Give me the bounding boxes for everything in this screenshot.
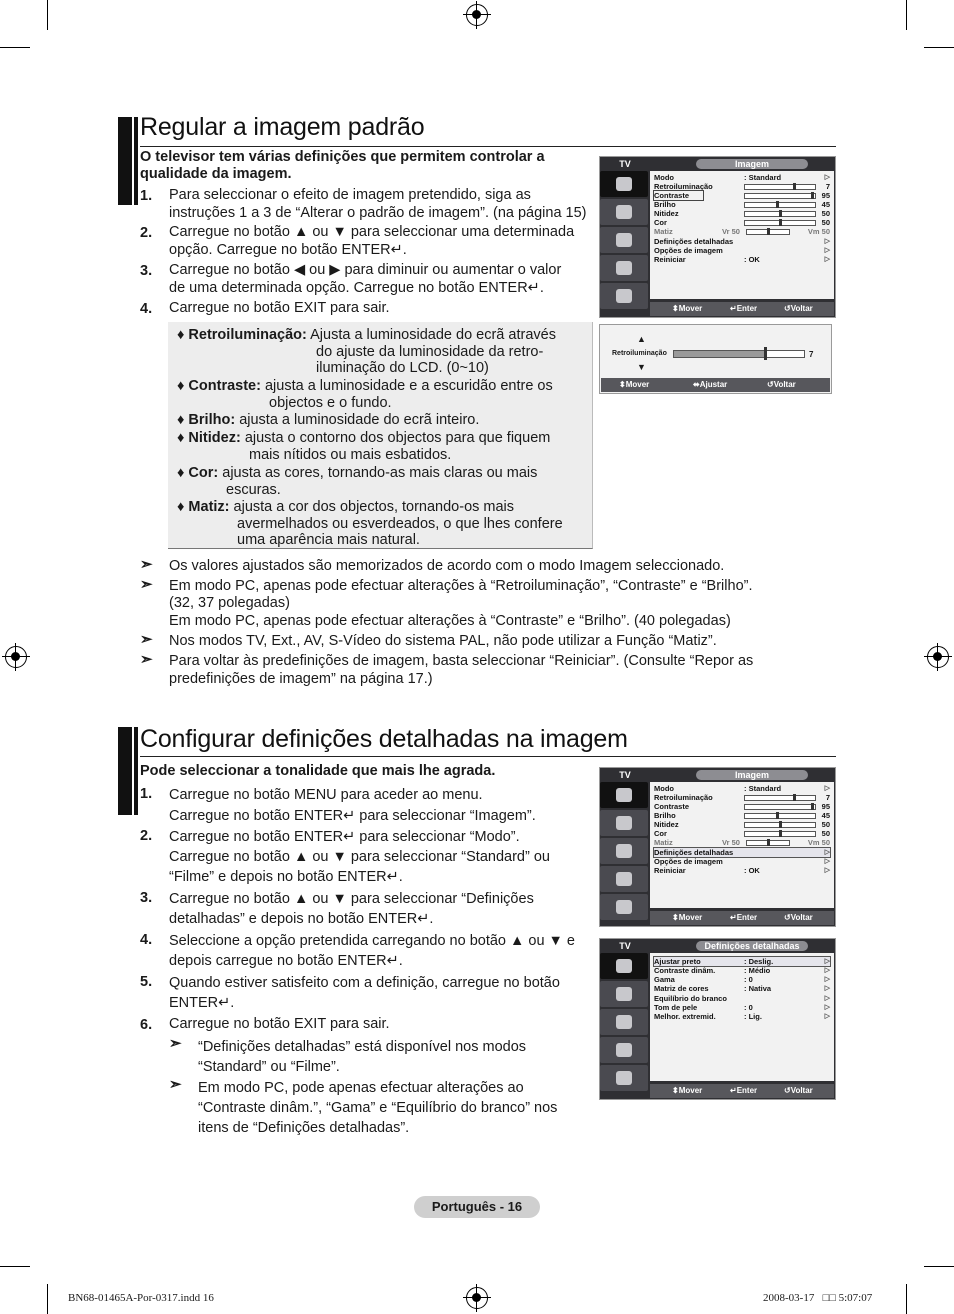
osd-row: Matriz de cores : Nativa ▷ xyxy=(654,984,830,993)
osd-picture-menu xyxy=(599,767,836,927)
picture-icon xyxy=(600,782,648,808)
picture-icon xyxy=(600,171,648,197)
osd-return-hint: ↺ Voltar xyxy=(767,380,796,389)
osd-header: Imagem xyxy=(696,770,808,780)
note-arrow-icon: ➣ xyxy=(169,1076,182,1093)
step-text: Carregue no botão EXIT para sair. xyxy=(169,1016,390,1032)
step-number: 3. xyxy=(140,263,153,279)
level-knob xyxy=(779,210,782,217)
registration-mark-icon xyxy=(927,646,949,668)
crop-mark xyxy=(47,0,48,30)
setup-icon xyxy=(600,866,648,892)
osd-panel xyxy=(650,171,834,299)
osd-row: Nitidez 50 xyxy=(654,820,830,829)
level-knob xyxy=(776,812,779,819)
osd-footer xyxy=(650,911,834,925)
osd-panel xyxy=(650,953,834,1081)
input-icon xyxy=(600,1065,648,1091)
note-text: Em modo PC, apenas pode efectuar alterações à “Contraste” e “Brilho”. (40 polegadas) xyxy=(169,613,731,629)
date-slug: 2008-03-17 □□ 5:07:07 xyxy=(763,1292,873,1304)
osd-slider xyxy=(599,324,832,394)
level-knob xyxy=(767,228,770,235)
section-marker xyxy=(134,117,138,205)
osd-move-hint: ⬍ Mover xyxy=(672,1086,703,1095)
osd-row: Cor 50 xyxy=(654,218,830,227)
level-knob xyxy=(793,794,796,801)
title-rule xyxy=(140,146,836,147)
definition-item: ♦ Matiz: ajusta a cor dos objectos, tornando-os mais avermelhados ou esverdeados, o que lhes confere uma aparência mais natural. xyxy=(177,499,563,548)
section-marker xyxy=(118,727,132,815)
osd-row: Contraste dinâm. : Médio ▷ xyxy=(654,966,830,975)
note-text: predefinições de imagem” na página 17.) xyxy=(169,671,433,687)
step-text: Carregue no botão ◀ ou ▶ para diminuir ou aumentar o valor de uma determinada opção. Carregue no botão ENTER↵. xyxy=(169,262,562,296)
step-number: 4. xyxy=(140,932,153,948)
osd-row: Cor 50 xyxy=(654,829,830,838)
definition-item: ♦ Cor: ajusta as cores, tornando-as mais claras ou mais escuras. xyxy=(177,465,538,498)
sound-icon xyxy=(600,810,648,836)
channel-icon xyxy=(600,838,648,864)
osd-row: Contraste 95 xyxy=(654,802,830,811)
note-arrow-icon: ➣ xyxy=(140,556,153,573)
channel-icon xyxy=(600,1009,648,1035)
osd-row: Retroiluminação 7 xyxy=(654,793,830,802)
osd-adjust-hint: ⬌ Ajustar xyxy=(693,380,728,389)
level-knob xyxy=(767,839,770,846)
registration-mark-icon xyxy=(466,1287,488,1309)
note-arrow-icon: ➣ xyxy=(140,576,153,593)
note-arrow-icon: ➣ xyxy=(140,651,153,668)
osd-picture-menu xyxy=(599,156,836,318)
step-text: Quando estiver satisfeito com a definição, carregue no botão ENTER↵. xyxy=(169,975,560,1011)
osd-footer xyxy=(650,302,834,316)
step-number: 2. xyxy=(140,828,153,844)
step-text: Carregue no botão EXIT para sair. xyxy=(169,300,390,316)
osd-row: Gama : 0 ▷ xyxy=(654,975,830,984)
setup-icon xyxy=(600,255,648,281)
osd-row: Modo : Standard ▷ xyxy=(654,784,830,793)
step-text: Carregue no botão ▲ ou ▼ para seleccionar “Definições detalhadas” e depois no botão ENTER↵. xyxy=(169,891,534,927)
input-icon xyxy=(600,894,648,920)
note-text: (32, 37 polegadas) xyxy=(169,595,290,611)
definition-item: ♦ Brilho: ajusta a luminosidade do ecrã inteiro. xyxy=(177,412,480,428)
osd-row: Matiz Vr 50 Vm 50 xyxy=(654,227,830,236)
crop-mark xyxy=(0,47,30,48)
step-number: 3. xyxy=(140,890,153,906)
crop-mark xyxy=(906,1284,907,1314)
section-intro: Pode seleccionar a tonalidade que mais lhe agrada. xyxy=(140,763,496,779)
step-text: Para seleccionar o efeito de imagem pretendido, siga as instruções 1 a 3 de “Alterar o padrão de imagem”. (na página 15) xyxy=(169,187,587,221)
up-arrow-icon: ▲ xyxy=(637,334,646,344)
note-text: Em modo PC, apenas pode efectuar alterações à “Retroiluminação”, “Contraste” e “Brilho”. xyxy=(169,578,753,594)
step-number: 6. xyxy=(140,1017,153,1033)
step-number: 1. xyxy=(140,188,153,204)
level-knob xyxy=(779,830,782,837)
channel-icon xyxy=(600,227,648,253)
osd-enter-hint: ↵ Enter xyxy=(730,304,758,313)
registration-mark-icon xyxy=(5,646,27,668)
definition-item: ♦ Nitidez: ajusta o contorno dos objectos para que fiquem mais nítidos ou mais esbatidos. xyxy=(177,430,551,463)
osd-sidebar xyxy=(600,953,648,1093)
section-intro: O televisor tem várias definições que permitem controlar a qualidade da imagem. xyxy=(140,149,545,182)
setup-icon xyxy=(600,1037,648,1063)
osd-return-hint: ↺ Voltar xyxy=(784,913,813,922)
note-text: Para voltar às predefinições de imagem, basta seleccionar “Reiniciar”. (Consulte “Repor as xyxy=(169,653,754,669)
level-knob xyxy=(779,821,782,828)
osd-footer xyxy=(650,1084,834,1098)
osd-row: Opções de imagem ▷ xyxy=(654,246,830,255)
level-knob xyxy=(776,201,779,208)
osd-panel xyxy=(650,782,834,908)
sound-icon xyxy=(600,981,648,1007)
osd-row: Brilho 45 xyxy=(654,811,830,820)
level-knob xyxy=(779,219,782,226)
osd-row: Retroiluminação 7 xyxy=(654,182,830,191)
down-arrow-icon: ▼ xyxy=(637,362,646,372)
step-text: Carregue no botão ENTER↵ para seleccionar “Modo”. Carregue no botão ▲ ou ▼ para seleccionar “Standard” ou “Filme” e depois no botão ENTER↵. xyxy=(169,829,550,885)
note-text: “Definições detalhadas” está disponível nos modos “Standard” ou “Filme”. xyxy=(198,1039,527,1075)
crop-mark xyxy=(0,1266,30,1267)
note-text: Nos modos TV, Ext., AV, S-Vídeo do sistema PAL, não pode utilizar a Função “Matiz”. xyxy=(169,633,717,649)
section-title: Configurar definições detalhadas na imagem xyxy=(140,725,628,753)
osd-row: Reiniciar : OK ▷ xyxy=(654,255,830,264)
osd-row: Equilíbrio do branco ▷ xyxy=(654,994,830,1003)
osd-return-hint: ↺ Voltar xyxy=(784,1086,813,1095)
osd-footer xyxy=(601,378,830,392)
page-number: Português - 16 xyxy=(414,1196,540,1218)
slider-label: Retroiluminação xyxy=(612,350,667,357)
osd-sidebar xyxy=(600,782,648,922)
crop-mark xyxy=(906,0,907,30)
registration-mark-icon xyxy=(466,4,488,26)
osd-row: Brilho 45 xyxy=(654,200,830,209)
note-text: Os valores ajustados são memorizados de acordo com o modo Imagem seleccionado. xyxy=(169,558,725,574)
level-knob xyxy=(793,183,796,190)
file-slug: BN68-01465A-Por-0317.indd 16 xyxy=(68,1292,214,1304)
level-knob xyxy=(811,803,814,810)
osd-tab: TV xyxy=(619,941,631,951)
osd-enter-hint: ↵ Enter xyxy=(730,913,758,922)
step-text: Carregue no botão MENU para aceder ao menu. Carregue no botão ENTER↵ para seleccionar “Imagem”. xyxy=(169,787,536,824)
osd-row: Definições detalhadas ▷ xyxy=(654,237,830,246)
osd-row-selected[interactable]: Definições detalhadas ▷ xyxy=(654,848,830,857)
osd-row-selected[interactable]: Ajustar preto : Deslig. ▷ xyxy=(654,957,830,966)
crop-mark xyxy=(924,1266,954,1267)
osd-row: Modo : Standard ▷ xyxy=(654,173,830,182)
definition-item: ♦ Retroiluminação: Ajusta a luminosidade do ecrã através do ajuste da luminosidade da retro- iluminação do LCD. (0~10) xyxy=(177,327,556,376)
osd-row: Nitidez 50 xyxy=(654,209,830,218)
step-number: 5. xyxy=(140,974,153,990)
input-icon xyxy=(600,283,648,309)
definition-item: ♦ Contraste: ajusta a luminosidade e a escuridão entre os objectos e o fundo. xyxy=(177,378,553,411)
osd-move-hint: ⬍ Mover xyxy=(672,913,703,922)
step-number: 2. xyxy=(140,225,153,241)
osd-row: Opções de imagem ▷ xyxy=(654,857,830,866)
step-text: Seleccione a opção pretendida carregando no botão ▲ ou ▼ e depois carregue no botão ENTER↵. xyxy=(169,933,575,969)
picture-icon xyxy=(600,953,648,979)
note-arrow-icon: ➣ xyxy=(140,631,153,648)
osd-move-hint: ⬍ Mover xyxy=(619,380,650,389)
step-text: Carregue no botão ▲ ou ▼ para seleccionar uma determinada opção. Carregue no botão ENTER↵. xyxy=(169,224,575,258)
osd-row: Tom de pele : 0 ▷ xyxy=(654,1003,830,1012)
slider-value: 7 xyxy=(809,350,814,359)
crop-mark xyxy=(924,47,954,48)
osd-move-hint: ⬍ Mover xyxy=(672,304,703,313)
osd-return-hint: ↺ Voltar xyxy=(784,304,813,313)
osd-row: Matiz Vr 50 Vm 50 xyxy=(654,838,830,847)
osd-tab: TV xyxy=(619,159,631,169)
slider-track xyxy=(673,350,805,358)
slider-knob xyxy=(764,347,767,360)
osd-header: Imagem xyxy=(696,159,808,169)
osd-sidebar xyxy=(600,171,648,311)
osd-tab: TV xyxy=(619,770,631,780)
section-marker xyxy=(118,117,132,205)
note-arrow-icon: ➣ xyxy=(169,1035,182,1052)
slider-fill xyxy=(674,351,765,357)
osd-row: Reiniciar : OK ▷ xyxy=(654,866,830,875)
level-knob xyxy=(811,192,814,199)
osd-detail-menu xyxy=(599,938,836,1100)
sound-icon xyxy=(600,199,648,225)
section-marker xyxy=(134,727,138,815)
osd-row: Melhor. extremid. : Lig. ▷ xyxy=(654,1012,830,1021)
crop-mark xyxy=(47,1284,48,1314)
section-title: Regular a imagem padrão xyxy=(140,113,425,141)
osd-row: Contraste 95 xyxy=(654,191,830,200)
osd-enter-hint: ↵ Enter xyxy=(730,1086,758,1095)
note-text: Em modo PC, pode apenas efectuar alterações ao “Contraste dinâm.”, “Gama” e “Equilíbrio do branco” nos itens de “Definições detalhadas”. xyxy=(198,1080,558,1136)
osd-header: Definições detalhadas xyxy=(696,941,808,951)
step-number: 1. xyxy=(140,786,153,802)
title-rule xyxy=(140,756,836,757)
step-number: 4. xyxy=(140,301,153,317)
